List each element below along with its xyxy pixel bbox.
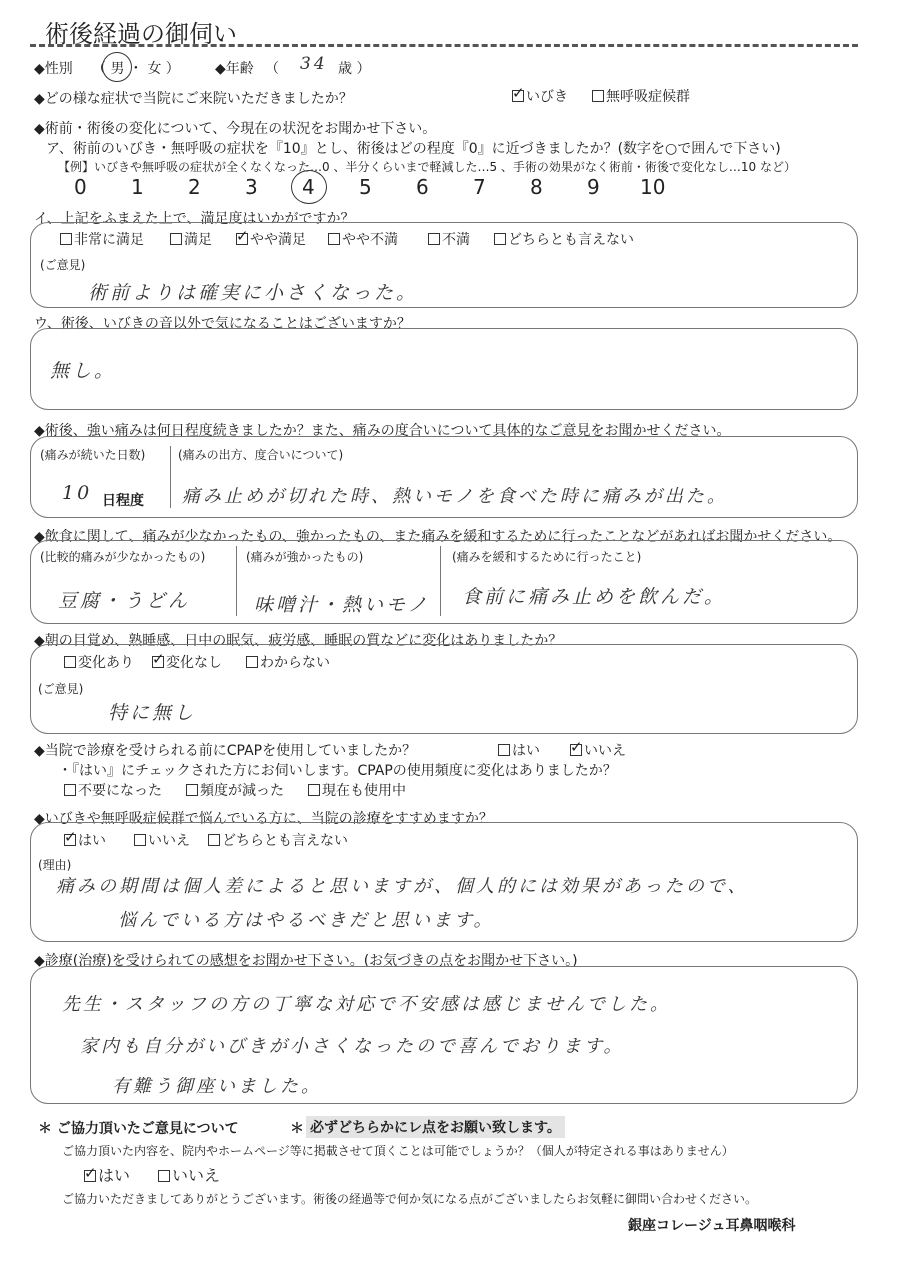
age-close: 歳 ） — [338, 61, 371, 77]
consent-option-no[interactable]: いいえ — [158, 1163, 220, 1186]
reason-line-1: 痛みの期間は個人差によると思いますが、個人的には効果があったので、 — [56, 876, 749, 897]
satisfaction-option-slightly-dis[interactable]: やや不満 — [328, 229, 398, 249]
thanks-text: ご協力いただきましてありがとうございます。術後の経過等で何か気になる点がございましたらお気軽に御問い合わせください。 — [62, 1192, 758, 1206]
question-i: イ、上記をふまえた上で、満足度はいかがですか？ — [34, 211, 355, 227]
symptom-option-apnea[interactable]: 無呼吸症候群 — [592, 86, 690, 106]
checkbox-icon — [186, 784, 198, 796]
cpap-sub-option-still[interactable]: 現在も使用中 — [308, 780, 406, 800]
pain-divider — [170, 446, 171, 508]
scale-8[interactable]: 8 — [530, 175, 543, 199]
sleep-option-unchanged[interactable]: ✓ 変化なし — [152, 652, 222, 672]
example-text: 【例】いびきや無呼吸の症状が全くなくなった…0 、半分くらいまで軽減した…5 、手術の効果がなく術前・術後で変化なし…10 など） — [58, 160, 796, 174]
checkbox-checked-icon — [512, 90, 524, 102]
checkbox-icon — [246, 656, 258, 668]
question-food: ◆飲食に関して、痛みが少なかったもの、強かったもの、また痛みを緩和するために行ったことなどがあればお聞かせください。 — [34, 529, 842, 545]
sleep-option-changed[interactable]: 変化あり — [64, 652, 134, 672]
pain-detail-label: (痛みの出方、度合いについて) — [178, 448, 344, 462]
checkbox-icon — [498, 744, 510, 756]
checkbox-icon — [494, 233, 506, 245]
impression-line-1: 先生・スタッフの方の丁寧な対応で不安感は感じませんでした。 — [62, 994, 671, 1015]
scale-10[interactable]: 10 — [640, 175, 666, 199]
food-relief-label: (痛みを緩和するために行ったこと) — [452, 550, 642, 564]
cpap-option-yes[interactable]: はい — [498, 740, 540, 760]
pain-days-label: (痛みが続いた日数) — [40, 448, 146, 462]
consent-title: ＊ ご協力頂いたご意見について — [38, 1121, 239, 1137]
recommend-option-neither[interactable]: どちらとも言えない — [208, 830, 348, 850]
checkbox-checked-icon — [84, 1170, 96, 1182]
question-symptom: ◆どの様な症状で当院にご来院いただきましたか？ — [34, 91, 353, 107]
question-u: ウ、術後、いびきの音以外で気になることはございますか？ — [34, 316, 411, 332]
scale-7[interactable]: 7 — [473, 175, 486, 199]
recommend-option-yes[interactable]: ✓はい — [64, 830, 106, 850]
satisfaction-option-satisfied[interactable]: 満足 — [170, 229, 212, 249]
scale-0[interactable]: 0 — [74, 175, 87, 199]
recommend-option-no[interactable]: いいえ — [134, 830, 190, 850]
scale-4[interactable]: 4 — [302, 175, 315, 199]
consent-title-asterisk: ＊ — [290, 1121, 304, 1137]
scale-2[interactable]: 2 — [188, 175, 201, 199]
checkbox-checked-icon — [64, 834, 76, 846]
checkbox-icon — [208, 834, 220, 846]
question-change: ◆術前・術後の変化について、今現在の状況をお聞かせ下さい。 — [34, 121, 437, 137]
scale-3[interactable]: 3 — [245, 175, 258, 199]
scale-selected-circle — [291, 170, 327, 204]
pain-detail-handwritten: 痛み止めが切れた時、熱いモノを食べた時に痛みが出た。 — [182, 486, 728, 507]
impression-line-2: 家内も自分がいびきが小さくなったので喜んでおります。 — [80, 1036, 625, 1057]
age-value: 34 — [300, 54, 328, 74]
checkbox-icon — [64, 784, 76, 796]
scale-1[interactable]: 1 — [131, 175, 144, 199]
opinion-label: (ご意見) — [38, 682, 84, 696]
impression-line-3: 有難う御座いました。 — [112, 1076, 322, 1097]
checkbox-checked-icon — [236, 233, 248, 245]
cpap-sub-option-unneeded[interactable]: 不要になった — [64, 780, 162, 800]
food-relief-handwritten: 食前に痛み止めを飲んだ。 — [462, 586, 727, 608]
checkbox-checked-icon — [152, 656, 164, 668]
checkbox-icon — [328, 233, 340, 245]
question-cpap: ◆当院で診療を受けられる前にCPAPを使用していましたか？ — [34, 743, 417, 759]
satisfaction-option-dissatisfied[interactable]: 不満 — [428, 229, 470, 249]
food-strong-label: (痛みが強かったもの) — [246, 550, 364, 564]
title-divider — [30, 44, 858, 47]
opinion-label: (ご意見) — [40, 258, 86, 272]
checkbox-icon — [308, 784, 320, 796]
gender-label: ◆性別 — [34, 61, 73, 77]
food-less-label: (比較的痛みが少なかったもの) — [40, 550, 206, 564]
checkbox-icon — [64, 656, 76, 668]
cpap-option-no[interactable]: ✓ いいえ — [570, 740, 626, 760]
checkbox-icon — [592, 90, 604, 102]
consent-question: ご協力頂いた内容を、院内やホームページ等に掲載させて頂くことは可能でしょうか？（個人が特定される事はありません） — [62, 1144, 734, 1158]
question-cpap-sub: ・『はい』にチェックされた方にお伺いします。CPAPの使用頻度に変化はありましたか？ — [58, 763, 617, 779]
reason-label: (理由) — [38, 858, 72, 872]
food-strong-handwritten: 味噌汁・熱いモノ — [254, 594, 430, 616]
consent-option-yes[interactable]: ✓はい — [84, 1163, 130, 1186]
satisfaction-option-neither[interactable]: どちらとも言えない — [494, 229, 634, 249]
checkbox-icon — [60, 233, 72, 245]
gender-value: （ 男 ・ 女 ） — [92, 61, 180, 77]
food-divider-1 — [236, 546, 237, 616]
question-recommend: ◆いびきや無呼吸症候群で悩んでいる方に、当院の診療をすすめますか？ — [34, 811, 493, 827]
gender-selected-circle — [102, 52, 132, 82]
checkbox-icon — [134, 834, 146, 846]
answer-u-box — [30, 328, 858, 410]
age-open: （ — [265, 61, 279, 77]
sleep-option-unknown[interactable]: わからない — [246, 652, 330, 672]
satisfaction-option-very[interactable]: 非常に満足 — [60, 229, 144, 249]
checkbox-icon — [428, 233, 440, 245]
age-label: ◆年齢 — [215, 61, 254, 77]
scale-5[interactable]: 5 — [359, 175, 372, 199]
satisfaction-option-somewhat[interactable]: ✓ やや満足 — [236, 229, 306, 249]
food-divider-2 — [440, 546, 441, 616]
consent-instruction: 必ずどちらかにレ点をお願い致します。 — [306, 1116, 565, 1138]
pain-days-unit: 日程度 — [102, 493, 144, 509]
checkbox-icon — [170, 233, 182, 245]
opinion-i-handwritten: 術前よりは確実に小さくなった。 — [88, 282, 419, 304]
symptom-option-snoring[interactable]: ✓ いびき — [512, 86, 568, 106]
pain-days-handwritten: 10 — [62, 482, 93, 504]
clinic-name: 銀座コレージュ耳鼻咽喉科 — [628, 1218, 796, 1234]
question-sleep: ◆朝の目覚め、熟睡感、日中の眠気、疲労感、睡眠の質などに変化はありましたか？ — [34, 633, 563, 649]
cpap-sub-option-reduced[interactable]: 頻度が減った — [186, 780, 284, 800]
answer-u-handwritten: 無し。 — [50, 360, 117, 382]
checkbox-icon — [158, 1170, 170, 1182]
page-title: 術後経過の御伺い — [45, 20, 237, 48]
question-a: ア、術前のいびき・無呼吸の症状を『10』とし、術後はどの程度『0』に近づきましたか？(数字を○で囲んで下さい) — [46, 141, 781, 157]
question-pain: ◆術後、強い痛みは何日程度続きましたか？また、痛みの度合いについて具体的なご意見をお聞かせください。 — [34, 423, 731, 439]
scale-9[interactable]: 9 — [587, 175, 600, 199]
food-less-handwritten: 豆腐・うどん — [58, 590, 191, 612]
opinion-sleep-handwritten: 特に無し — [108, 702, 197, 724]
scale-6[interactable]: 6 — [416, 175, 429, 199]
checkbox-checked-icon — [570, 744, 582, 756]
question-impression: ◆診療(治療)を受けられての感想をお聞かせ下さい。(お気づきの点をお聞かせ下さい。) — [34, 953, 578, 969]
reason-line-2: 悩んでいる方はやるべきだと思います。 — [118, 910, 495, 931]
